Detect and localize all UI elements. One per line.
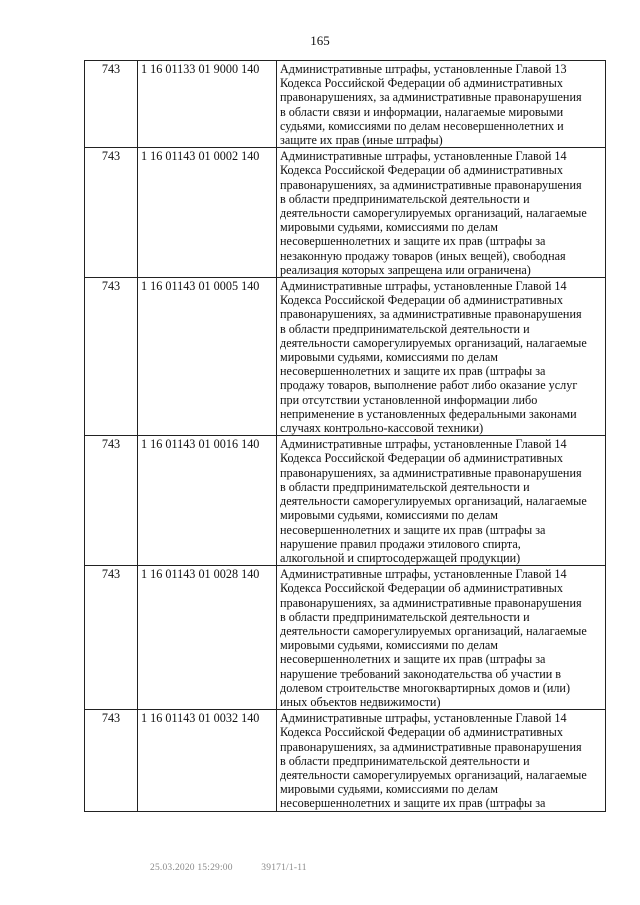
footer-timestamp: 25.03.2020 15:29:00 [150,863,233,873]
description-cell [277,436,606,566]
footer-stamp [150,863,333,873]
description-cell [277,61,606,148]
description-line: незаконную продажу товаров (иных вещей), свободная [280,248,566,263]
description-line: правонарушениях, за административные правонарушения [280,307,582,322]
description-line: алкогольной и спиртосодержащей продукции) [280,550,521,565]
table-row [85,278,606,436]
description-line: мировыми судьями, комиссиями по делам [280,220,499,235]
description-line: мировыми судьями, комиссиями по делам [280,638,499,653]
description-line: в области предпринимательской деятельности и [280,609,530,624]
description-line: Административные штрафы, установленные Главой 14 [280,711,567,726]
description-line: деятельности саморегулируемых организаций, налагаемые [280,494,587,509]
budget-classification-code-cell: 1 16 01143 01 0005 140 [138,278,277,436]
description-line: Административные штрафы, установленные Главой 14 [280,149,567,164]
description-line: Кодекса Российской Федерации об административных [280,163,563,178]
description-line: несовершеннолетних и защите их прав (штрафы за [280,522,546,537]
description-line: правонарушениях, за административные правонарушения [280,595,582,610]
admin-code-cell: 743 [85,566,138,710]
description-line: нарушение требований законодательства об участии в [280,666,562,681]
description-line: Кодекса Российской Федерации об административных [280,293,563,308]
description-line: деятельности саморегулируемых организаций, налагаемые [280,335,587,350]
table-row [85,566,606,710]
table-row [85,61,606,148]
budget-classification-code-cell: 1 16 01143 01 0028 140 [138,566,277,710]
budget-classification-code-cell: 1 16 01143 01 0002 140 [138,148,277,278]
description-line: Кодекса Российской Федерации об административных [280,725,563,740]
description-line: правонарушениях, за административные правонарушения [280,177,582,192]
description-line: в области предпринимательской деятельности и [280,321,530,336]
admin-code-cell: 743 [85,436,138,566]
description-line: правонарушениях, за административные правонарушения [280,465,582,480]
description-line: Административные штрафы, установленные Главой 14 [280,437,567,452]
description-line: деятельности саморегулируемых организаций, налагаемые [280,623,587,638]
description-line: долевом строительстве многоквартирных домов и (или) [280,680,571,695]
budget-classification-code-cell: 1 16 01133 01 9000 140 [138,61,277,148]
description-line: Административные штрафы, установленные Главой 14 [280,567,567,582]
description-line: при отсутствии установленной информации либо [280,392,538,407]
description-line: несовершеннолетних и защите их прав (штрафы за [280,652,546,667]
description-line: деятельности саморегулируемых организаций, налагаемые [280,767,587,782]
description-line: Кодекса Российской Федерации об административных [280,581,563,596]
description-line: неприменение в установленных федеральными законами [280,406,577,421]
description-cell [277,148,606,278]
budget-classification-code-cell: 1 16 01143 01 0016 140 [138,436,277,566]
table-row [85,148,606,278]
description-line: мировыми судьями, комиссиями по делам [280,508,499,523]
table-row [85,710,606,811]
description-line: мировыми судьями, комиссиями по делам [280,350,499,365]
description-line: несовершеннолетних и защите их прав (штрафы за [280,364,546,379]
description-line: Кодекса Российской Федерации об административных [280,451,563,466]
page-number: 165 [310,33,330,48]
table-row [85,436,606,566]
admin-code-cell: 743 [85,710,138,811]
description-line: в области предпринимательской деятельности и [280,753,530,768]
description-line: Административные штрафы, установленные Главой 13 [280,62,567,76]
description-cell [277,566,606,710]
table-body [85,61,606,812]
description-line: в области связи и информации, налагаемые мировыми [280,104,564,119]
admin-code-cell: 743 [85,148,138,278]
description-line: нарушение правил продажи этилового спирта, [280,536,521,551]
description-line: Кодекса Российской Федерации об административных [280,76,563,91]
description-line: в области предпринимательской деятельности и [280,479,530,494]
description-cell [277,710,606,811]
description-line: деятельности саморегулируемых организаций, налагаемые [280,206,587,221]
admin-code-cell: 743 [85,61,138,148]
description-line: Административные штрафы, установленные Главой 14 [280,279,567,294]
description-line: защите их прав (иные штрафы) [280,133,443,148]
admin-code-cell: 743 [85,278,138,436]
description-line: продажу товаров, выполнение работ либо оказание услуг [280,378,578,393]
budget-classification-code-cell: 1 16 01143 01 0032 140 [138,710,277,811]
description-line: реализация которых запрещена или ограничена) [280,262,531,277]
description-line: мировыми судьями, комиссиями по делам [280,782,499,797]
description-line: правонарушениях, за административные правонарушения [280,739,582,754]
description-line: правонарушениях, за административные правонарушения [280,90,582,105]
description-line: иных объектов недвижимости) [280,694,441,709]
budget-codes-table [84,60,606,812]
footer-doc-id: 39171/1-11 [261,863,307,873]
description-line: случаях контрольно-кассовой техники) [280,421,484,436]
description-line: несовершеннолетних и защите их прав (штрафы за [280,796,546,811]
description-line: судьями, комиссиями по делам несовершеннолетних и [280,118,564,133]
description-cell [277,278,606,436]
description-line: в области предпринимательской деятельности и [280,191,530,206]
description-line: несовершеннолетних и защите их прав (штрафы за [280,234,546,249]
